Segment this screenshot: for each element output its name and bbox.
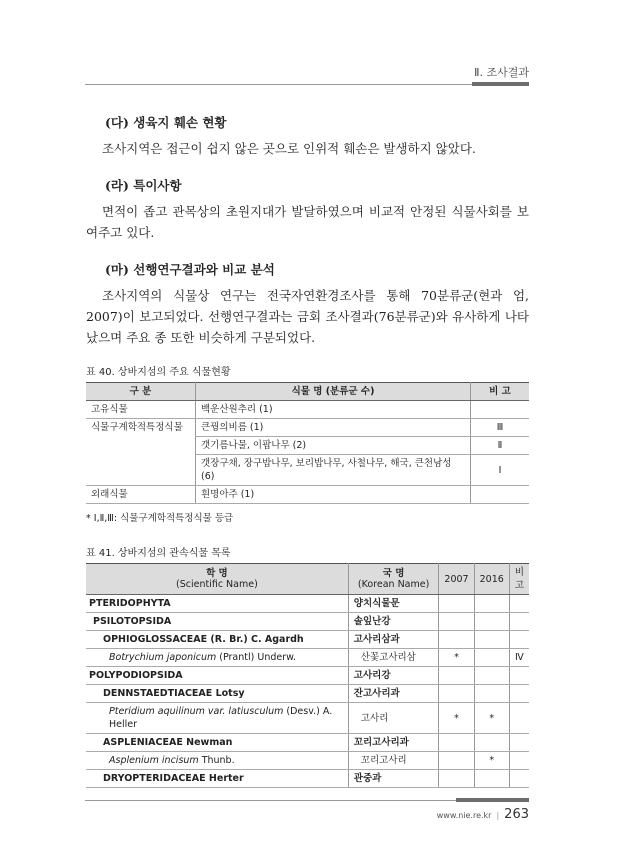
table-footnote: * Ⅰ,Ⅱ,Ⅲ: 식물구계학적특정식물 등급: [86, 513, 234, 524]
table-row: [86, 752, 529, 770]
note-cell: [509, 734, 529, 752]
table-row: [86, 419, 529, 437]
y2016-cell: [474, 613, 509, 631]
scientific-name: Botrychium japonicum: [109, 652, 217, 663]
y2016-cell: [474, 734, 509, 752]
footer-url[interactable]: www.nie.re.kr: [436, 811, 492, 820]
scientific-name: PTERIDOPHYTA: [89, 598, 171, 609]
category-cell: 고유식물: [86, 401, 196, 419]
scientific-name: ASPLENIACEAE Newman: [103, 737, 233, 748]
section-body: 조사지역은 접근이 쉽지 않은 곳으로 인위적 훼손은 발생하지 않았다.: [102, 141, 476, 156]
scientific-name-cell: [86, 667, 348, 685]
section-heading: (마) 선행연구결과와 비교 분석: [105, 262, 275, 277]
table-row: [86, 734, 529, 752]
plants-cell: 백운산원추리 (1): [196, 401, 471, 419]
table-row: [86, 595, 529, 613]
table-row: [86, 401, 529, 419]
korean-name-cell: 고사리: [348, 703, 439, 734]
column-header-2016: 2016: [474, 564, 509, 595]
page-footer: [86, 788, 529, 863]
note-cell: [509, 752, 529, 770]
note-cell: [509, 685, 529, 703]
y2007-cell: [439, 667, 474, 685]
section-body: 면적이 좁고 관목상의 초원지대가 발달하였으며 비교적 안정된 식물사회를 보여주고 있다.: [86, 204, 529, 240]
y2007-cell: [439, 595, 474, 613]
author-name: Thunb.: [198, 755, 235, 766]
korean-name-cell: 양치식물문: [348, 595, 439, 613]
note-cell: Ⅱ: [471, 437, 530, 455]
korean-name-cell: 고사리삼과: [348, 631, 439, 649]
column-header: 비 고: [471, 383, 530, 401]
scientific-name: Pteridium aquilinum var. latiusculum: [109, 706, 284, 717]
header-text: 국 명: [382, 568, 405, 579]
y2007-cell: [439, 613, 474, 631]
running-title: Ⅱ. 조사결과: [474, 66, 529, 79]
y2016-cell: [474, 667, 509, 685]
column-header: 구 분: [86, 383, 196, 401]
table-row: [86, 770, 529, 788]
page-number: 263: [504, 807, 529, 822]
korean-name-cell: 관중과: [348, 770, 439, 788]
note-cell: [509, 595, 529, 613]
note-cell: [471, 401, 530, 419]
page-header: [86, 0, 529, 86]
table-major-plants: [86, 382, 529, 504]
scientific-name: DENNSTAEDTIACEAE Lotsy: [103, 688, 245, 699]
y2016-cell: *: [474, 752, 509, 770]
y2016-cell: [474, 649, 509, 667]
y2007-cell: [439, 752, 474, 770]
column-header-scientific: [86, 564, 348, 595]
scientific-name-cell: [86, 649, 348, 667]
note-cell: [471, 486, 530, 504]
table-caption: 표 40. 상바지섬의 주요 식물현황: [86, 367, 231, 378]
y2016-cell: *: [474, 703, 509, 734]
scientific-name: Asplenium incisum: [109, 755, 199, 766]
author-name: (Desv.) A. Heller: [109, 706, 333, 730]
column-header-korean: [348, 564, 439, 595]
y2007-cell: *: [439, 649, 474, 667]
table-vascular-plants: [86, 563, 529, 788]
korean-name-cell: 솔잎난강: [348, 613, 439, 631]
table-row: [86, 613, 529, 631]
y2016-cell: [474, 685, 509, 703]
header-text: (Korean Name): [357, 579, 430, 590]
note-cell: Ⅰ: [471, 455, 530, 486]
scientific-name-cell: [86, 734, 348, 752]
table-row: [86, 703, 529, 734]
section-heading: (다) 생육지 훼손 현황: [105, 115, 227, 130]
y2007-cell: [439, 734, 474, 752]
scientific-name-cell: [86, 685, 348, 703]
plants-cell: 큰꿩의비름 (1): [196, 419, 471, 437]
column-header-note: 비고: [509, 564, 529, 595]
scientific-name-cell: [86, 703, 348, 734]
scientific-name-cell: [86, 595, 348, 613]
footer-info: [437, 807, 529, 822]
y2007-cell: [439, 685, 474, 703]
scientific-name-cell: [86, 613, 348, 631]
scientific-name: POLYPODIOPSIDA: [89, 670, 183, 681]
column-header-2007: 2007: [439, 564, 474, 595]
category-cell: 외래식물: [86, 486, 196, 504]
section-body: 조사지역의 식물상 연구는 전국자연환경조사를 통해 70분류군(현과 엄, 2007)이 보고되었다. 선행연구결과는 금회 조사결과(76분류군)와 유사하게 나타났으며 주요 종 또한 비슷하게 구분되었다.: [86, 288, 529, 345]
table-row: [86, 667, 529, 685]
y2007-cell: *: [439, 703, 474, 734]
table-row: [86, 631, 529, 649]
korean-name-cell: 산꽃고사리삼: [348, 649, 439, 667]
y2016-cell: [474, 631, 509, 649]
footer-separator: |: [496, 811, 500, 820]
korean-name-cell: 꼬리고사리: [348, 752, 439, 770]
author-name: (Prantl) Underw.: [216, 652, 297, 663]
korean-name-cell: 고사리강: [348, 667, 439, 685]
y2016-cell: [474, 770, 509, 788]
y2007-cell: [439, 770, 474, 788]
y2016-cell: [474, 595, 509, 613]
header-accent-bar: [472, 82, 529, 86]
header-text: (Scientific Name): [176, 579, 258, 590]
plants-cell: 갯장구채, 장구밥나무, 보리밥나무, 사철나무, 해국, 큰천남성 (6): [196, 455, 471, 486]
note-cell: Ⅲ: [471, 419, 530, 437]
column-header: 식물 명 (분류군 수): [196, 383, 471, 401]
category-cell: 식물구계학적특정식물: [86, 419, 196, 486]
note-cell: [509, 631, 529, 649]
table-row: [86, 685, 529, 703]
scientific-name-cell: [86, 752, 348, 770]
note-cell: [509, 613, 529, 631]
footer-accent-bar: [456, 798, 529, 802]
header-text: 학 명: [206, 568, 228, 579]
note-cell: [509, 770, 529, 788]
section-heading: (라) 특이사항: [105, 178, 182, 193]
note-cell: [509, 703, 529, 734]
note-cell: Ⅳ: [509, 649, 529, 667]
scientific-name: PSILOTOPSIDA: [93, 616, 172, 627]
plants-cell: 흰명아주 (1): [196, 486, 471, 504]
plants-cell: 갯기름나물, 이팝나무 (2): [196, 437, 471, 455]
table-row: [86, 486, 529, 504]
y2007-cell: [439, 631, 474, 649]
header-rule: [85, 84, 529, 85]
korean-name-cell: 꼬리고사리과: [348, 734, 439, 752]
table-row: [86, 649, 529, 667]
korean-name-cell: 잔고사리과: [348, 685, 439, 703]
scientific-name-cell: [86, 770, 348, 788]
note-cell: [509, 667, 529, 685]
scientific-name: OPHIOGLOSSACEAE (R. Br.) C. Agardh: [103, 634, 304, 645]
scientific-name: DRYOPTERIDACEAE Herter: [103, 773, 244, 784]
table-caption: 표 41. 상바지섬의 관속식물 목록: [86, 548, 231, 559]
scientific-name-cell: [86, 631, 348, 649]
